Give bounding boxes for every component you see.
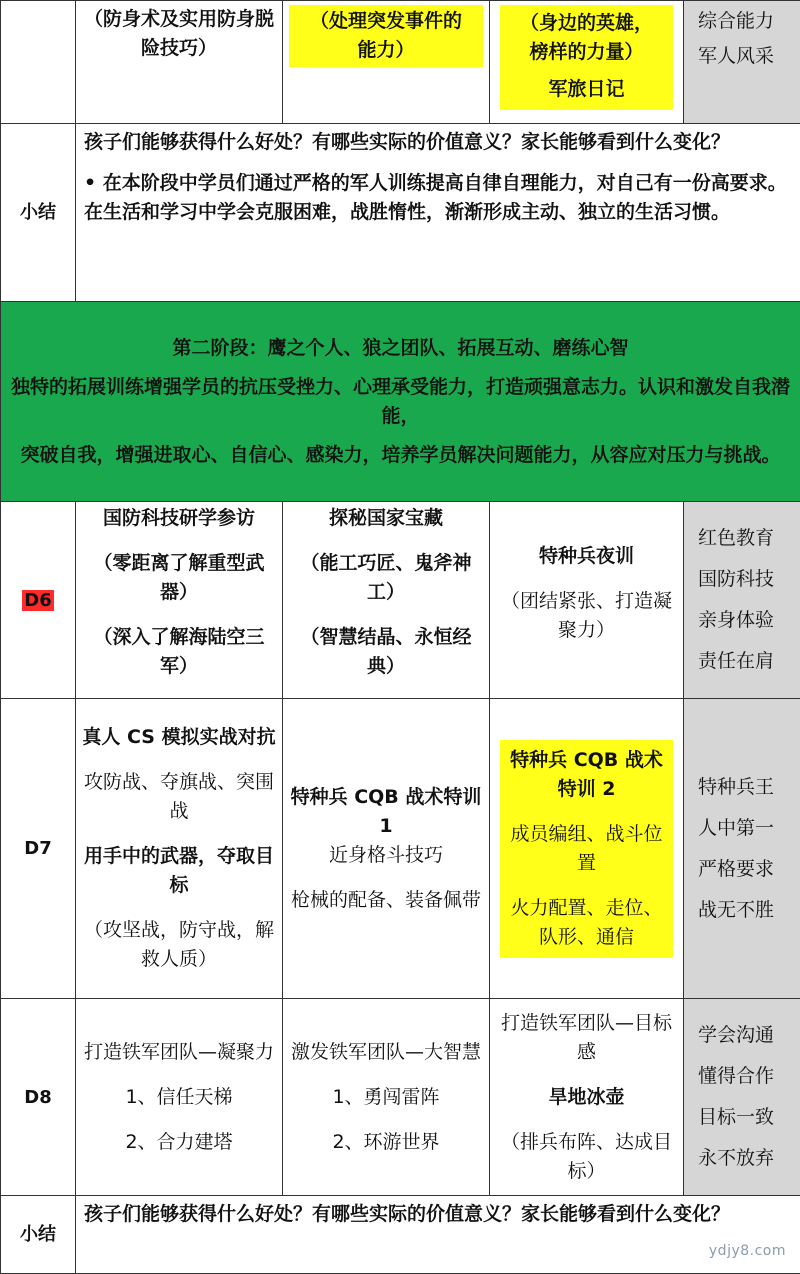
summary-label-2: 小结 bbox=[1, 1196, 76, 1274]
d8-b-line1: 1、勇闯雷阵 bbox=[289, 1083, 483, 1112]
d8-cell-d bbox=[684, 999, 800, 1196]
summary-question-2: 孩子们能够获得什么好处？有哪些实际的价值意义？家长能够看到什么变化？ bbox=[84, 1200, 792, 1229]
d8-d-item: 学会沟通 bbox=[690, 1021, 794, 1050]
d8-cell-a bbox=[76, 999, 283, 1196]
d7-c-line2: 火力配置、走位、队形、通信 bbox=[504, 894, 669, 952]
d7-a-line2: （攻坚战，防守战，解救人质） bbox=[82, 916, 276, 974]
d8-a-line1: 1、信任天梯 bbox=[82, 1083, 276, 1112]
d7-cell-a bbox=[76, 699, 283, 999]
d7-d-item: 特种兵王 bbox=[690, 773, 794, 802]
d7-d-item: 战无不胜 bbox=[690, 896, 794, 925]
highlight-hero bbox=[500, 5, 673, 110]
summary-answer-1: • 在本阶段中学员们通过严格的军人训练提高自律自理能力，对自己有一份高要求。在生活和学习中学会克服困难，战胜惰性，渐渐形成主动、独立的生活习惯。 bbox=[84, 169, 792, 227]
d6-tag: D6 bbox=[22, 590, 53, 611]
diary-text: 军旅日记 bbox=[514, 75, 659, 104]
d8-c-title2: 旱地冰壶 bbox=[496, 1083, 677, 1112]
d6-cell-a bbox=[76, 502, 283, 699]
d7-b-title: 特种兵 CQB 战术特训 1 bbox=[289, 783, 483, 841]
stage2-line2: 突破自我，增强进取心、自信心、感染力，培养学员解决问题能力，从容应对压力与挑战。 bbox=[11, 441, 790, 470]
d6-b-line2: （智慧结晶、永恒经典） bbox=[289, 623, 483, 681]
d6-d-item: 国防科技 bbox=[690, 565, 794, 594]
d7-a-title: 真人 CS 模拟实战对抗 bbox=[82, 723, 276, 752]
highlight-cqb2 bbox=[500, 740, 673, 958]
d7-cell-d bbox=[684, 699, 800, 999]
stage2-row bbox=[1, 302, 800, 502]
d7-d-item: 人中第一 bbox=[690, 814, 794, 843]
d7-cell-b bbox=[283, 699, 490, 999]
d6-d-item: 责任在肩 bbox=[690, 647, 794, 676]
day-label-d7: D7 bbox=[1, 699, 76, 999]
stage2-banner bbox=[1, 302, 800, 502]
watermark-text: ydjy8.com bbox=[709, 1243, 786, 1259]
d8-a-line2: 2、合力建塔 bbox=[82, 1128, 276, 1157]
d6-c-line1: （团结紧张、打造凝聚力） bbox=[496, 587, 677, 645]
d8-b-title: 激发铁军团队—大智慧 bbox=[289, 1038, 483, 1067]
day-row-d7 bbox=[1, 699, 800, 999]
d8-c-line1: （排兵布阵、达成目标） bbox=[496, 1128, 677, 1186]
top-cell-d bbox=[684, 1, 800, 124]
day-label-d6 bbox=[1, 502, 76, 699]
highlight-emergency: （处理突发事件的能力） bbox=[289, 5, 483, 67]
top-row bbox=[1, 1, 800, 124]
summary-content-1 bbox=[76, 124, 800, 302]
summary-content-2 bbox=[76, 1196, 800, 1274]
d7-b-line2: 枪械的配备、装备佩带 bbox=[289, 886, 483, 915]
d6-a-line2: （深入了解海陆空三军） bbox=[82, 623, 276, 681]
d8-c-title: 打造铁军团队—目标感 bbox=[496, 1009, 677, 1067]
d6-b-title: 探秘国家宝藏 bbox=[289, 504, 483, 533]
d8-a-title: 打造铁军团队—凝聚力 bbox=[82, 1038, 276, 1067]
d8-cell-b bbox=[283, 999, 490, 1196]
summary-label-1: 小结 bbox=[1, 124, 76, 302]
top-row-label bbox=[1, 1, 76, 124]
d7-d-item: 严格要求 bbox=[690, 855, 794, 884]
day-row-d6 bbox=[1, 502, 800, 699]
d8-b-line2: 2、环游世界 bbox=[289, 1128, 483, 1157]
d7-b-line1: 近身格斗技巧 bbox=[289, 841, 483, 870]
d6-d-item: 红色教育 bbox=[690, 524, 794, 553]
d7-a-line1: 攻防战、夺旗战、突围战 bbox=[82, 768, 276, 826]
d7-a-title2: 用手中的武器，夺取目标 bbox=[82, 842, 276, 900]
d7-cell-c bbox=[490, 699, 684, 999]
d6-cell-c bbox=[490, 502, 684, 699]
d6-b-line1: （能工巧匠、鬼斧神工） bbox=[289, 549, 483, 607]
day-label-d8: D8 bbox=[1, 999, 76, 1196]
d8-d-item: 永不放弃 bbox=[690, 1144, 794, 1173]
d6-cell-b bbox=[283, 502, 490, 699]
summary-row-1 bbox=[1, 124, 800, 302]
top-d-item: 军人风采 bbox=[690, 42, 794, 71]
top-cell-a-text: （防身术及实用防身脱险技巧） bbox=[82, 5, 276, 63]
day-row-d8 bbox=[1, 999, 800, 1196]
stage2-title: 第二阶段：鹰之个人、狼之团队、拓展互动、磨练心智 bbox=[11, 334, 790, 363]
d6-a-title: 国防科技研学参访 bbox=[82, 504, 276, 533]
top-cell-b bbox=[283, 1, 490, 124]
d6-d-item: 亲身体验 bbox=[690, 606, 794, 635]
summary-row-2 bbox=[1, 1196, 800, 1274]
summary-question-1: 孩子们能够获得什么好处？有哪些实际的价值意义？家长能够看到什么变化？ bbox=[84, 128, 792, 157]
top-cell-c bbox=[490, 1, 684, 124]
d6-c-title: 特种兵夜训 bbox=[496, 542, 677, 571]
d6-cell-d bbox=[684, 502, 800, 699]
d8-d-item: 目标一致 bbox=[690, 1103, 794, 1132]
hero-text: （身边的英雄，榜样的力量） bbox=[514, 9, 659, 67]
top-d-item: 综合能力 bbox=[690, 7, 794, 36]
d8-d-item: 懂得合作 bbox=[690, 1062, 794, 1091]
d7-c-title: 特种兵 CQB 战术特训 2 bbox=[504, 746, 669, 804]
top-cell-a bbox=[76, 1, 283, 124]
d7-c-line1: 成员编组、战斗位置 bbox=[504, 820, 669, 878]
stage2-line1: 独特的拓展训练增强学员的抗压受挫力、心理承受能力，打造顽强意志力。认识和激发自我潜能， bbox=[11, 373, 790, 431]
d6-a-line1: （零距离了解重型武器） bbox=[82, 549, 276, 607]
d8-cell-c bbox=[490, 999, 684, 1196]
